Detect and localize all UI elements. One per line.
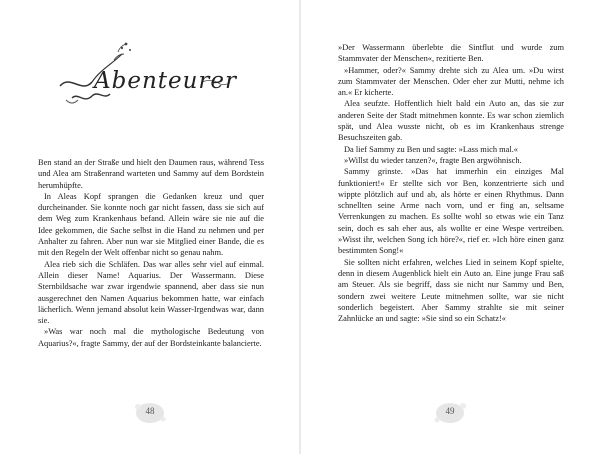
paragraph: Sie sollten nicht erfahren, welches Lied in seinem Kopf spielte, denn in diesem Augenblick hielt ein Auto an. Eine junge Frau saß am Steuer. Als sie begriff, dass sie nicht nur Sammy und Ben, sondern zwei weitere Leute mitnehmen sollte, war sie nicht sonderlich begeistert. Aber Sammy strahlte sie mit seiner Zahnlücke an und sagte: »Sie sind so ein Schatz!« [338,257,564,324]
page-number-right: 49 [430,399,470,427]
paragraph: »Was war noch mal die mythologische Bedeutung von Aquarius?«, fragte Sammy, der auf der Bordsteinkante balancierte. [38,327,264,348]
paragraph: Da lief Sammy zu Ben und sagte: »Lass mich mal.« [344,144,518,154]
paragraph: In Aleas Kopf sprangen die Gedanken kreuz und quer durcheinander. Sie konnte noch gar nicht fassen, dass sie sich auf dem Weg zum Krankenhaus befand. Allein wäre sie nie auf die Idee gekommen, die Sache selbst in die Hand zu nehmen und per Anhalter zu fahren. Aber nun war sie Mitglied einer Bande, die es mit den Regeln der Welt offenbar nicht so genau nahm. [38,191,264,258]
page-number-left: 48 [130,399,170,427]
paragraph: Ben stand an der Straße und hielt den Daumen raus, während Tess und Alea am Straßenrand warteten und Sammy auf dem Bordstein herumhüpfte. [38,158,264,190]
right-page-text [338,42,564,324]
paragraph: Sammy grinste. »Das hat immerhin ein einziges Mal funktioniert!« Er stellte sich vor Ben, konzentrierte sich und wippte plötzlich auf und ab, als hörte er einen Rhythmus. Dann schnellten seine Arme nach vorn, und er fing an, seltsame Verrenkungen zu machen. Es sollte wohl so etwas wie ein Tanz sein, doch es sah eher aus, als wollte er eine Wespe vertreiben. »Wisst ihr, welchen Song ich höre?«, rief er. »Ich höre einen ganz bestimmten Song!« [338,167,564,256]
paragraph: Alea seufzte. Hoffentlich hielt bald ein Auto an, das sie zur anderen Seite der Stadt mitnehmen konnte. Es war schon ziemlich spät, und Alea wusste nicht, ob es im Krankenhaus strenge Besuchszeiten gab. [338,99,564,143]
chapter-heading [52,34,252,114]
paragraph: »Der Wassermann überlebte die Sintflut und wurde zum Stammvater der Menschen«, rezitierte Ben. [338,43,564,64]
paragraph: »Willst du wieder tanzen?«, fragte Ben argwöhnisch. [344,155,522,165]
right-page [300,0,600,454]
left-page-text [38,157,264,349]
paragraph: Alea rieb sich die Schläfen. Das war alles sehr viel auf einmal. Allein dieser Name! Aquarius. Der Wassermann. Diese Sternbildsache war zwar irgendwie spannend, aber dass sie nun ausgerechnet den Namen Aquarius bekommen hatte, war einfach lächerlich. Wenn jemand absolut kein Wasser-Irgendwas war, dann sie. [38,259,264,326]
chapter-title: Abenteurer [94,68,238,94]
paragraph: »Hammer, oder?« Sammy drehte sich zu Alea um. »Du wirst zum Stammvater der Menschen. Oder eher zur Mutti, nehme ich an.« Er kicherte. [338,65,564,98]
